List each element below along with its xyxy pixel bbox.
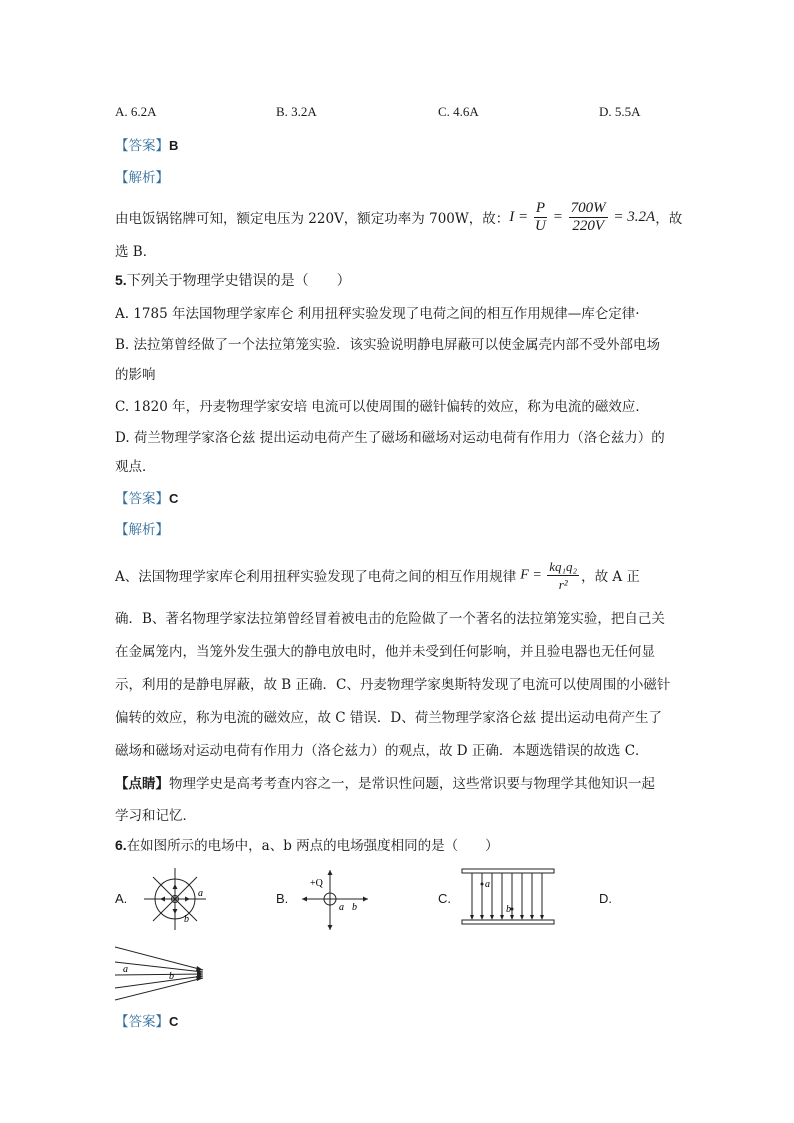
- figure-b-point-charge: [298, 866, 370, 932]
- comment-tag: 【点睛】: [115, 776, 169, 792]
- q5-analysis-line3: 在金属笼内，当笼外发生强大的静电放电时，他并未受到任何影响，并且验电器也无任何显: [115, 644, 655, 660]
- q6-stem: [115, 834, 499, 854]
- q6-answer: [115, 1010, 178, 1030]
- frac-num: P: [535, 199, 546, 216]
- q5-analysis-line2: 确．B、著名物理学家法拉第曾经冒着被电击的危险做了一个著名的法拉第笼实验，把自己关: [115, 611, 665, 627]
- point-a-label: a: [339, 902, 344, 913]
- q4-analysis-tag: 【解析】: [115, 170, 169, 186]
- q5-analysis-line6: 磁场和磁场对运动电荷有作用力（洛仑兹力）的观点，故 D 正确．本题选错误的故选 C．: [115, 743, 649, 759]
- q5-comment-line1: [115, 772, 655, 792]
- answer-value: B: [169, 138, 179, 153]
- q5-comment-line2: 学习和记忆．: [115, 808, 196, 824]
- q5-formula: F = $\frac{\text{kq₁q₂}}{\text{r²}}$: [520, 558, 578, 592]
- point-a-label: a: [198, 888, 203, 899]
- q5-option-d: D. 荷兰物理学家洛仑兹 提出运动电荷产生了磁场和磁场对运动电荷有作用力（洛仑兹力）的: [115, 430, 665, 446]
- q4-analysis-line1: [115, 200, 682, 234]
- answer-tag: 【答案】: [115, 1014, 169, 1030]
- frac-num: 700W: [570, 199, 606, 216]
- answer-tag: 【答案】: [115, 491, 169, 507]
- question-text: 下列关于物理学史错误的是（ ）: [126, 273, 351, 289]
- fraction-p-over-u: [534, 200, 547, 235]
- point-b-label: b: [506, 904, 511, 915]
- figure-a-radial-field: [142, 866, 208, 932]
- q4-option-c: C. 4.6A: [438, 104, 479, 119]
- q4-analysis-pre: 由电饭锅铭牌可知，额定电压为 220V，额定功率为 700W，故：: [115, 211, 510, 227]
- q6-option-d-label: D.: [599, 891, 612, 906]
- q4-option-a: A. 6.2A: [115, 104, 157, 119]
- q5-analysis-line5: 偏转的效应，称为电流的磁效应，故 C 错误．D、荷兰物理学家洛仑兹 提出运动电荷产生了: [115, 710, 663, 726]
- q4-analysis-post: ，故: [655, 211, 683, 227]
- q5-analysis-post: ，故 A 正: [581, 569, 640, 585]
- q4-option-d: D. 5.5A: [599, 104, 641, 119]
- figure-c-uniform-field: [460, 866, 556, 928]
- frac-den: 220V: [572, 217, 604, 234]
- question-text: 在如图所示的电场中，a、b 两点的电场强度相同的是（ ）: [126, 838, 499, 854]
- point-a-label: a: [485, 879, 490, 890]
- point-b-label: b: [352, 902, 357, 913]
- answer-value: C: [169, 1014, 179, 1029]
- q5-stem: [115, 270, 351, 290]
- q4-answer: [115, 134, 178, 154]
- formula-lhs: I: [509, 208, 515, 225]
- comment-text: 物理学史是高考考查内容之一，是常识性问题，这些常识要与物理学其他知识一起: [169, 776, 655, 792]
- answer-tag: 【答案】: [115, 138, 169, 154]
- frac-num: kq₁q₂: [549, 558, 578, 574]
- q5-analysis-tag: 【解析】: [115, 522, 169, 538]
- q6-option-a-label: A.: [115, 891, 128, 906]
- q5-option-d-cont: 观点．: [115, 459, 156, 475]
- frac-den: U: [535, 217, 546, 234]
- point-a-label: a: [123, 964, 128, 975]
- q5-option-b-cont: 的影响: [115, 367, 156, 383]
- q4-formula: I = $\frac{P}{U}$ = $\frac{700W}{220V}$ = 3.2A: [509, 199, 656, 234]
- q5-analysis-pre: A、法国物理学家库仑利用扭秤实验发现了电荷之间的相互作用规律: [115, 569, 517, 585]
- charge-label: +Q: [310, 878, 323, 889]
- point-b-label: b: [184, 914, 189, 925]
- q5-analysis-line1: [115, 556, 640, 594]
- q5-option-b: B. 法拉第曾经做了一个法拉第笼实验．该实验说明静电屏蔽可以使金属壳内部不受外部电场: [115, 337, 661, 353]
- q5-option-c: C. 1820 年，丹麦物理学家安培 电流可以使周围的磁针偏转的效应，称为电流的磁效应．: [115, 399, 649, 415]
- fraction-coulomb: [547, 558, 579, 593]
- q5-answer: [115, 487, 178, 507]
- q4-option-b: B. 3.2A: [276, 104, 317, 119]
- point-b-label: b: [169, 971, 174, 982]
- fraction-values: [569, 200, 608, 235]
- formula-lhs: F: [520, 567, 529, 583]
- q5-analysis-line4: 示，利用的是静电屏蔽，故 B 正确．C、丹麦物理学家奥斯特发现了电流可以使周围的小磁针: [115, 677, 671, 693]
- figure-d-converging-field: [113, 944, 205, 1002]
- question-number: 6.: [115, 837, 127, 853]
- q6-option-c-label: C.: [438, 891, 451, 906]
- frac-den: r²: [558, 576, 568, 592]
- q6-option-b-label: B.: [276, 891, 289, 906]
- q4-analysis-line2: 选 B．: [115, 244, 157, 260]
- formula-result: 3.2A: [627, 208, 656, 225]
- answer-value: C: [169, 491, 179, 506]
- question-number: 5.: [115, 272, 127, 288]
- q5-option-a: A. 1785 年法国物理学家库仑 利用扭秤实验发现了电荷之间的相互作用规律—库仑定律·: [115, 306, 640, 322]
